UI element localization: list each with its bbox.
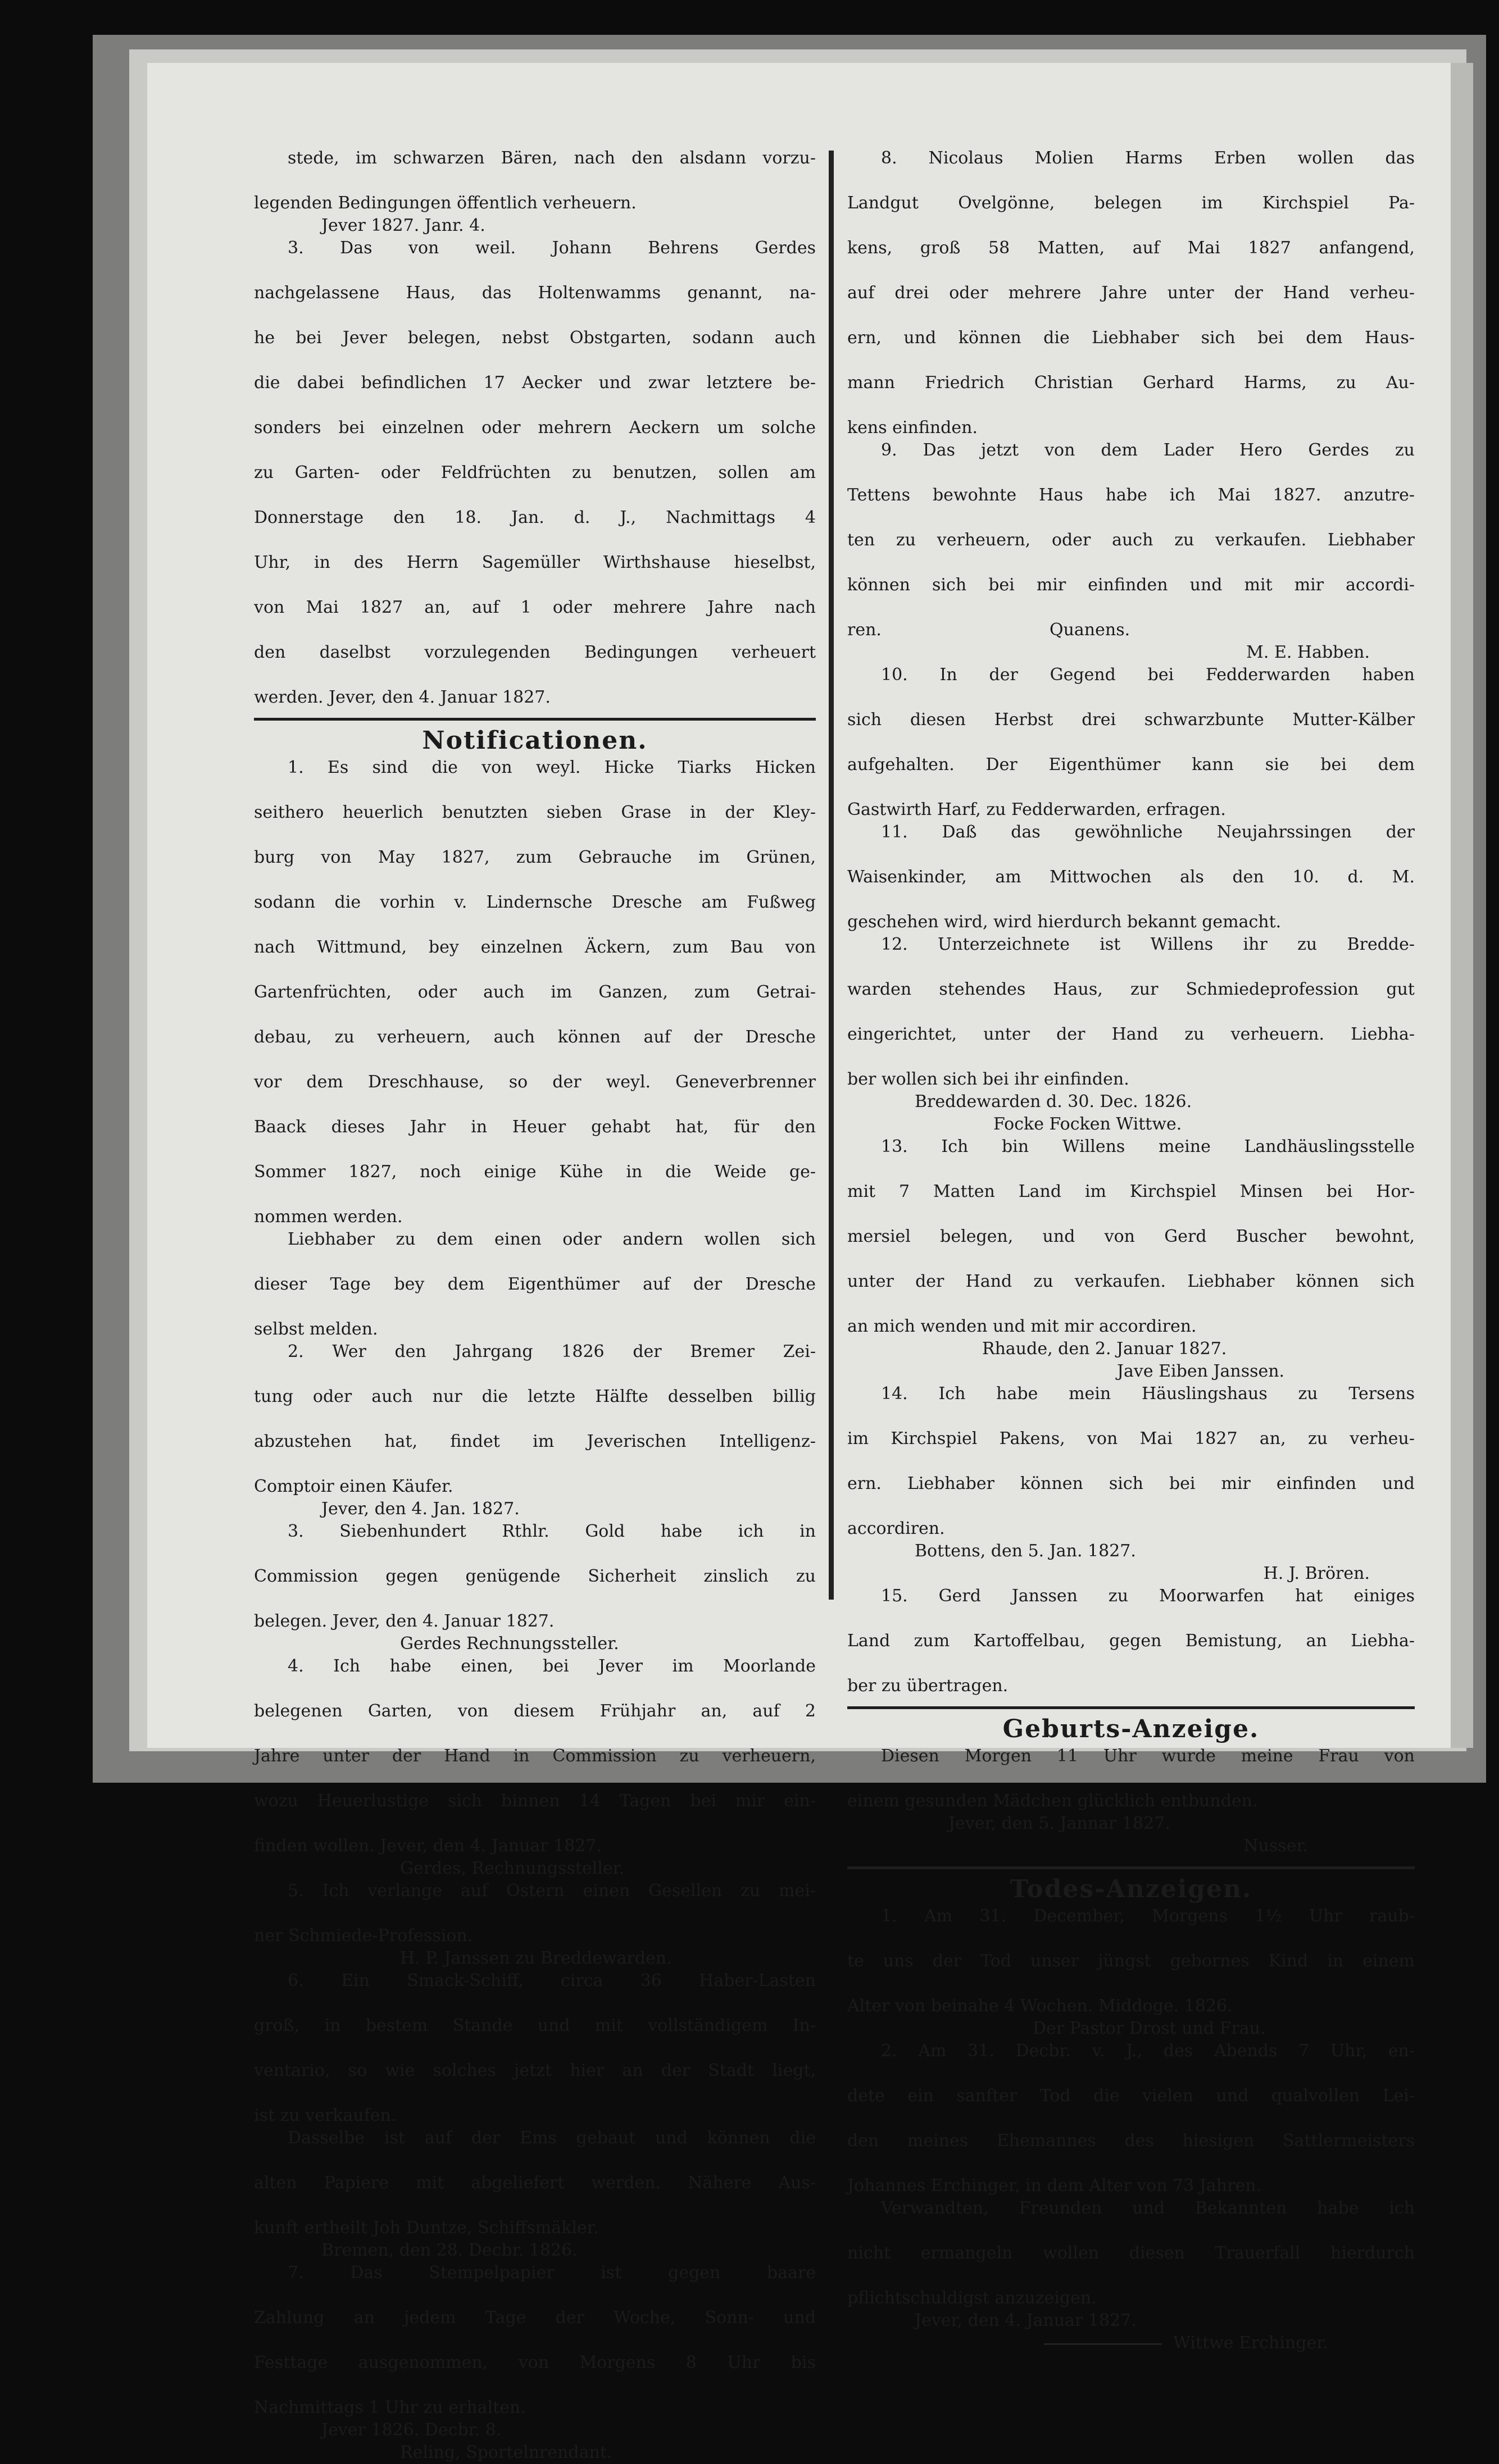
text-line: belegen. Jever, den 4. Januar 1827. [254, 1611, 555, 1631]
text-line: 10. In der Gegend bei Fedderwarden haben [881, 665, 1415, 685]
text-line: unter der Hand zu verkaufen. Liebhaber können sich [847, 1272, 1415, 1291]
text-line: den meines Ehemannes des hiesigen Sattlermeisters [847, 2131, 1415, 2151]
notice-3 [254, 1520, 816, 1655]
text-line: mann Friedrich Christian Gerhard Harms, zu Au- [847, 373, 1415, 393]
text-line: Gartenfrüchten, oder auch im Ganzen, zum Getrai- [254, 982, 816, 1002]
notice-14 [847, 1383, 1415, 1585]
text-line: auf drei oder mehrere Jahre unter der Hand verheu- [847, 283, 1415, 303]
text-line: aufgehalten. Der Eigenthümer kann sie bei dem [847, 755, 1415, 775]
text-line: 13. Ich bin Willens meine Landhäuslingsstelle [881, 1137, 1415, 1156]
text-line: Waisenkinder, am Mittwochen als den 10. d. M. [847, 867, 1415, 887]
dateline: Jever, den 4. Jan. 1827. [321, 1499, 520, 1519]
text-line: Johannes Erchinger, in dem Alter von 73 Jahren. [847, 2176, 1262, 2196]
signature: Gerdes, Rechnungssteller. [400, 1859, 625, 1878]
notice-2 [254, 1341, 816, 1520]
text-line: 5. Ich verlange auf Ostern einen Gesellen zu mei- [288, 1881, 816, 1901]
signature: Gerdes Rechnungssteller. [400, 1634, 619, 1654]
text-line: seithero heuerlich benutzten sieben Grase in der Kley- [254, 803, 816, 822]
text-line: mersiel belegen, und von Gerd Buscher bewohnt, [847, 1227, 1415, 1246]
dateline: Jever 1826. Decbr. 8. [321, 2420, 502, 2440]
text-line: 3. Siebenhundert Rthlr. Gold habe ich in [288, 1522, 816, 1541]
text-line: Baack dieses Jahr in Heuer gehabt hat, für den [254, 1117, 816, 1137]
text-line: sich diesen Herbst drei schwarzbunte Mutter-Kälber [847, 710, 1415, 730]
text-line: legenden Bedingungen öffentlich verheuern. [254, 193, 637, 213]
text-line: können sich bei mir einfinden und mit mir accordi- [847, 575, 1415, 595]
text-line: Comptoir einen Käufer. [254, 1477, 453, 1496]
text-line: Jahre unter der Hand in Commission zu verheuern, [254, 1746, 816, 1766]
birth-heading: Geburts-Anzeige. [1002, 1715, 1260, 1743]
text-line: nicht ermangeln wollen diesen Trauerfall hierdurch [847, 2243, 1415, 2263]
dateline: Breddewarden d. 30. Dec. 1826. [915, 1092, 1192, 1112]
signature: Nusser. [1243, 1836, 1308, 1856]
text-line: Uhr, in des Herrn Sagemüller Wirthshause hieselbst, [254, 553, 816, 572]
text-line: 9. Das jetzt von dem Lader Hero Gerdes zu [881, 440, 1415, 460]
text-line: 2. Am 31. Decbr. v. J., des Abends 7 Uhr, en- [881, 2041, 1415, 2061]
signature-row [847, 2332, 1415, 2354]
text-line: dieser Tage bey dem Eigenthümer auf der Dresche [254, 1274, 816, 1294]
notice-13 [847, 1136, 1415, 1383]
text-line: kens, groß 58 Matten, auf Mai 1827 anfangend, [847, 238, 1415, 258]
text-line: accordiren. [847, 1519, 945, 1538]
dateline: Jever, den 5. Jannar 1827. [948, 1814, 1170, 1833]
dateline: Jever 1827. Janr. 4. [321, 216, 485, 235]
column-divider [829, 151, 834, 1600]
text-line: 1. Am 31. December, Morgens 1½ Uhr raub- [881, 1906, 1415, 1926]
signature-rule [1044, 2343, 1162, 2345]
text-line: ber zu übertragen. [847, 1676, 1009, 1696]
signature: Jave Eiben Janssen. [1117, 1361, 1285, 1381]
text-line: wozu Heuerlustige sich binnen 14 Tagen bei mir ein- [254, 1791, 816, 1811]
text-line: ner Schmiede-Profession. [254, 1926, 473, 1946]
death-heading: Todes-Anzeigen. [1010, 1875, 1252, 1903]
section-rule [847, 1866, 1415, 1869]
text-line: 3. Das von weil. Johann Behrens Gerdes [288, 238, 816, 258]
text-line: werden. Jever, den 4. Januar 1827. [254, 687, 551, 707]
notice-11 [847, 821, 1415, 933]
text-line: ten zu verheuern, oder auch zu verkaufen. Liebhaber [847, 530, 1415, 550]
signature: Der Pastor Drost und Frau. [1033, 2019, 1266, 2038]
text-line: Alter von beinahe 4 Wochen. Middoge. 1826. [847, 1996, 1233, 2016]
text-line: mit 7 Matten Land im Kirchspiel Minsen bei Hor- [847, 1182, 1415, 1201]
text-line: ern. Liebhaber können sich bei mir einfinden und [847, 1474, 1415, 1493]
text-line: die dabei befindlichen 17 Aecker und zwar letztere be- [254, 373, 816, 393]
top-continuation [254, 147, 816, 237]
birth-notice [847, 1745, 1415, 1857]
left-column [254, 147, 816, 2464]
text-line: nach Wittmund, bey einzelnen Äckern, zum Bau von [254, 937, 816, 957]
text-line: 7. Das Stempelpapier ist gegen baare [288, 2263, 816, 2283]
text-line: finden wollen. Jever, den 4. Januar 1827. [254, 1836, 602, 1856]
text-line: vor dem Dreschhause, so der weyl. Geneverbrenner [254, 1072, 816, 1092]
text-line: Zahlung an jedem Tage der Woche, Sonn- und [254, 2308, 816, 2328]
dateline: Rhaude, den 2. Januar 1827. [982, 1339, 1227, 1359]
text-line: an mich wenden und mit mir accordiren. [847, 1317, 1197, 1336]
notice-8 [847, 147, 1415, 439]
text-line: von Mai 1827 an, auf 1 oder mehrere Jahre nach [254, 598, 816, 617]
text-line: Sommer 1827, noch einige Kühe in die Weide ge- [254, 1162, 816, 1182]
text-line: ist zu verkaufen. [254, 2106, 397, 2125]
notice-12 [847, 933, 1415, 1136]
text-line: te uns der Tod unser jüngst gebornes Kind in einem [847, 1951, 1415, 1971]
signature: Wittwe Erchinger. [1173, 2333, 1328, 2353]
text-line: Land zum Kartoffelbau, gegen Bemistung, an Liebha- [847, 1631, 1415, 1651]
signature: Reling, Sportelnrendant. [400, 2443, 612, 2462]
notice-4 [254, 1655, 816, 1880]
text-line: kens einfinden. [847, 418, 978, 438]
text-line: alten Papiere mit abgeliefert werden. Nähere Aus- [254, 2173, 816, 2193]
text-line: tung oder auch nur die letzte Hälfte desselben billig [254, 1387, 816, 1406]
text-line: 14. Ich habe mein Häuslingshaus zu Tersens [881, 1384, 1415, 1404]
text-line: Nachmittags 1 Uhr zu erhalten. [254, 2398, 526, 2417]
right-column [847, 147, 1415, 2354]
text-line: he bei Jever belegen, nebst Obstgarten, sodann auch [254, 328, 816, 348]
text-line: 2. Wer den Jahrgang 1826 der Bremer Zei- [288, 1342, 816, 1361]
text-line: 12. Unterzeichnete ist Willens ihr zu Bredde- [881, 935, 1415, 954]
text-line: kunft ertheilt Joh Duntze, Schiffsmäkler. [254, 2218, 599, 2238]
text-line: pflichtschuldigst anzuzeigen. [847, 2288, 1097, 2308]
text-line: 11. Daß das gewöhnliche Neujahrssingen der [881, 822, 1415, 842]
text-line: belegenen Garten, von diesem Frühjahr an, auf 2 [254, 1701, 816, 1721]
signature: H. P. Janssen zu Breddewarden. [400, 1948, 672, 1968]
text-line: den daselbst vorzulegenden Bedingungen verheuert [254, 643, 816, 662]
notice-15 [847, 1585, 1415, 1697]
text-line: zu Garten- oder Feldfrüchten zu benutzen, sollen am [254, 463, 816, 482]
text-line: Festtage ausgenommen, von Morgens 8 Uhr bis [254, 2353, 816, 2372]
notice-9 [847, 439, 1415, 664]
section-rule [847, 1706, 1415, 1709]
page-edge [1451, 63, 1473, 1748]
text-line: Tettens bewohnte Haus habe ich Mai 1827. anzutre- [847, 485, 1415, 505]
text-line: warden stehendes Haus, zur Schmiedeprofession gut [847, 980, 1415, 999]
text-line: Donnerstage den 18. Jan. d. J., Nachmittags 4 [254, 508, 816, 527]
notice-item-3-top [254, 237, 816, 709]
signature: H. J. Brören. [1263, 1564, 1370, 1583]
text-line: Commission gegen genügende Sicherheit zinslich zu [254, 1566, 816, 1586]
text-line: nommen werden. [254, 1207, 403, 1227]
text-line: geschehen wird, wird hierdurch bekannt gemacht. [847, 912, 1282, 932]
text-line: Dasselbe ist auf der Ems gebaut und können die [288, 2128, 816, 2148]
place-name: Quanens. [1050, 620, 1130, 640]
text-line: 6. Ein Smack-Schiff, circa 36 Haber-Lasten [288, 1971, 816, 1991]
text-line: 15. Gerd Janssen zu Moorwarfen hat einiges [881, 1586, 1415, 1606]
text-line: groß, in bestem Stande und mit vollständigem In- [254, 2016, 816, 2035]
dateline: Jever, den 4. Januar 1827. [915, 2311, 1137, 2330]
text-line: eingerichtet, unter der Hand zu verheuern. Liebha- [847, 1024, 1415, 1044]
text-line-row [847, 619, 1415, 641]
text-line: nachgelassene Haus, das Holtenwamms genannt, na- [254, 283, 816, 303]
text-line: sodann die vorhin v. Lindernsche Dresche am Fußweg [254, 892, 816, 912]
text-line: burg von May 1827, zum Gebrauche im Grünen, [254, 848, 816, 867]
notice-5 [254, 1880, 816, 1970]
section-heading: Notificationen. [422, 726, 648, 755]
text-line: abzustehen hat, findet im Jeverischen Intelligenz- [254, 1432, 816, 1451]
text-line: ber wollen sich bei ihr einfinden. [847, 1069, 1129, 1089]
death-notice-1 [847, 1905, 1415, 2040]
notice-6 [254, 1970, 816, 2262]
text-line: im Kirchspiel Pakens, von Mai 1827 an, zu verheu- [847, 1429, 1415, 1449]
text-line: 8. Nicolaus Molien Harms Erben wollen das [881, 148, 1415, 168]
text-line: dete ein sanfter Tod die vielen und qualvollen Lei- [847, 2086, 1415, 2106]
notice-7 [254, 2262, 816, 2464]
signature: M. E. Habben. [1246, 643, 1370, 662]
text-line: Diesen Morgen 11 Uhr wurde meine Frau von [881, 1746, 1415, 1766]
text-line: ern, und können die Liebhaber sich bei dem Haus- [847, 328, 1415, 348]
text-line: ren. [847, 620, 882, 640]
text-line: 1. Es sind die von weyl. Hicke Tiarks Hicken [288, 758, 816, 777]
text-line: Landgut Ovelgönne, belegen im Kirchspiel Pa- [847, 193, 1415, 213]
text-line: sonders bei einzelnen oder mehrern Aeckern um solche [254, 418, 816, 438]
text-line: selbst melden. [254, 1319, 378, 1339]
text-line: ventario, so wie solches jetzt hier an der Stadt liegt, [254, 2061, 816, 2080]
dateline: Bottens, den 5. Jan. 1827. [915, 1541, 1136, 1561]
text-line: 4. Ich habe einen, bei Jever im Moorlande [288, 1656, 816, 1676]
text-line: Liebhaber zu dem einen oder andern wollen sich [288, 1229, 816, 1249]
dateline: Bremen, den 28. Decbr. 1826. [321, 2240, 578, 2260]
notice-10 [847, 664, 1415, 821]
text-line: einem gesunden Mädchen glücklich entbunden. [847, 1791, 1258, 1811]
text-line: Verwandten, Freunden und Bekannten habe ich [881, 2198, 1415, 2218]
death-notice-2 [847, 2040, 1415, 2354]
signature: Focke Focken Wittwe. [993, 1114, 1182, 1134]
notice-1 [254, 757, 816, 1341]
text-line: Gastwirth Harf, zu Fedderwarden, erfragen. [847, 800, 1226, 819]
text-line: debau, zu verheuern, auch können auf der Dresche [254, 1027, 816, 1047]
text-line: stede, im schwarzen Bären, nach den alsdann vorzu- [288, 148, 816, 168]
section-rule [254, 718, 816, 721]
